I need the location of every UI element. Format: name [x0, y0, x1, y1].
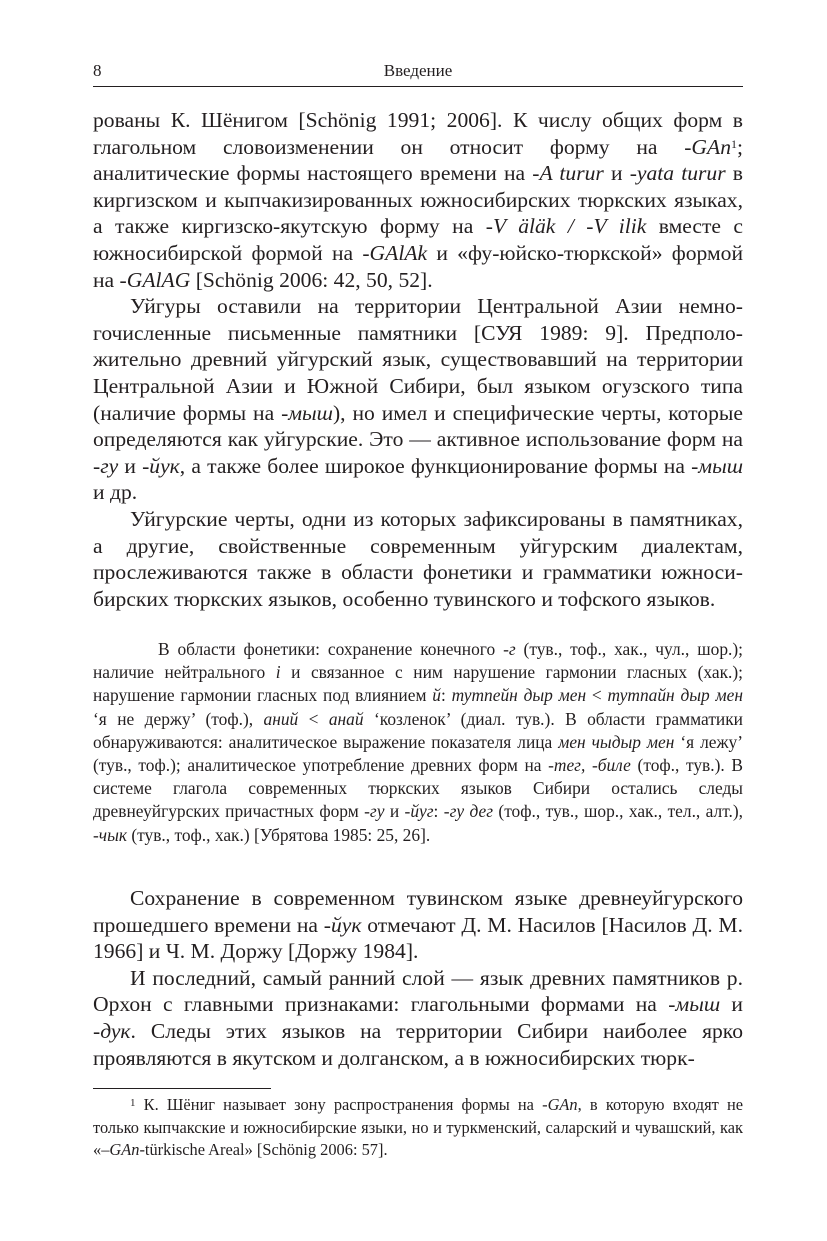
- small-print-block: В области фонетики: сохранение конечного -г (тув., тоф., хак., чул., шор.); наличие нейтрального і и связанное с ним нарушение гармонии гласных (хак.); нарушение гармонии гласных под влиянием й: тутпейн дыр мен < тутпайн дыр мен ‘я не держу’ (тоф.), аний < анай ‘козленок’ (диал. тув.). В области грамматики обнаруживаются: аналитическое выражение показателя лица мен чыдыр мен ‘я лежу’ (тув., тоф.); аналитическое употребление древних форм на -тег, -биле (тоф., тув.). В системе глагола современных тюркских языков Сибири остались следы древнеуйгурских причастных форм -гу и -йуг: -гу дег (тоф., тув., шор., хак., тел., алт.), -чык (тув., тоф., хак.) [Убрятова 1985: 25, 26].: [93, 639, 744, 845]
- paragraph-5: И последний, самый ранний слой — язык древних памятников р. Орхон с главными признаками: глагольными формами на -мыш и -дук. Следы этих языков на территории Сибири наиболее ярко проявляются в якутском и долганском, а в южносибирских тюрк-: [93, 965, 743, 1070]
- footnote-number: 1: [130, 1097, 136, 1109]
- paragraph-4: Сохранение в современном тувинском языке древнеуйгурского прошедшего времени на -йук отмечают Д. М. Насилов [Насилов Д. М. 1966] и Ч. М. Доржу [Доржу 1984].: [93, 886, 743, 964]
- main-text-lower: [93, 885, 743, 1071]
- section-title: Введение: [383, 61, 453, 80]
- paragraph-1: рованы К. Шёнигом [Schönig 1991; 2006]. К числу общих форм в глагольном словоизменении он относит форму на -GAn$^1$; аналитические формы настоящего времени на -A turur и -yata turur в киргизском и кыпчакизированных южносибирских тюркских языках, а также киргизско-якутскую форму на -V äläk / -V ilik вместе с южносибирской формой на -GAlAk и «фу-юйско-тюркской» формой на -GAlAG [Schönig 2006: 42, 50, 52].: [93, 108, 744, 292]
- footnote-divider: [93, 1088, 271, 1089]
- paragraph-3: Уйгурские черты, одни из которых зафиксированы в памятниках, а другие, свойственные современным уйгурским диалектам, прослеживаются также в области фонетики и грамматики южносибирских тюркских языков, особенно тувинского и тофского языков.: [93, 506, 743, 611]
- footnote: $^1$ К. Шёниг называет зону распространения формы на -GAn, в которую входят не только кыпчакские и южносибирские языки, но и туркменский, саларский и чувашский, как «–GAn-türkische Areal» [Schönig 2006: 57].: [93, 1095, 743, 1159]
- main-text-upper: [93, 107, 743, 612]
- paragraph-2: Уйгуры оставили на территории Центральной Азии немногочисленные письменные памятники [СУЯ 1989: 9]. Предположительно древний уйгурский язык, существовавший на территории Центральной Азии и Южной Сибири, был языком огузского типа (наличие формы на -мыш), но имел и специфические черты, которые определяются как уйгурские. Это — активное использование форм на -гу и -йук, а также более широкое функционирование формы на -мыш и др.: [93, 294, 743, 505]
- running-head: [93, 60, 743, 87]
- footnote-reference: 1: [731, 136, 737, 151]
- page-number: 8: [93, 61, 102, 80]
